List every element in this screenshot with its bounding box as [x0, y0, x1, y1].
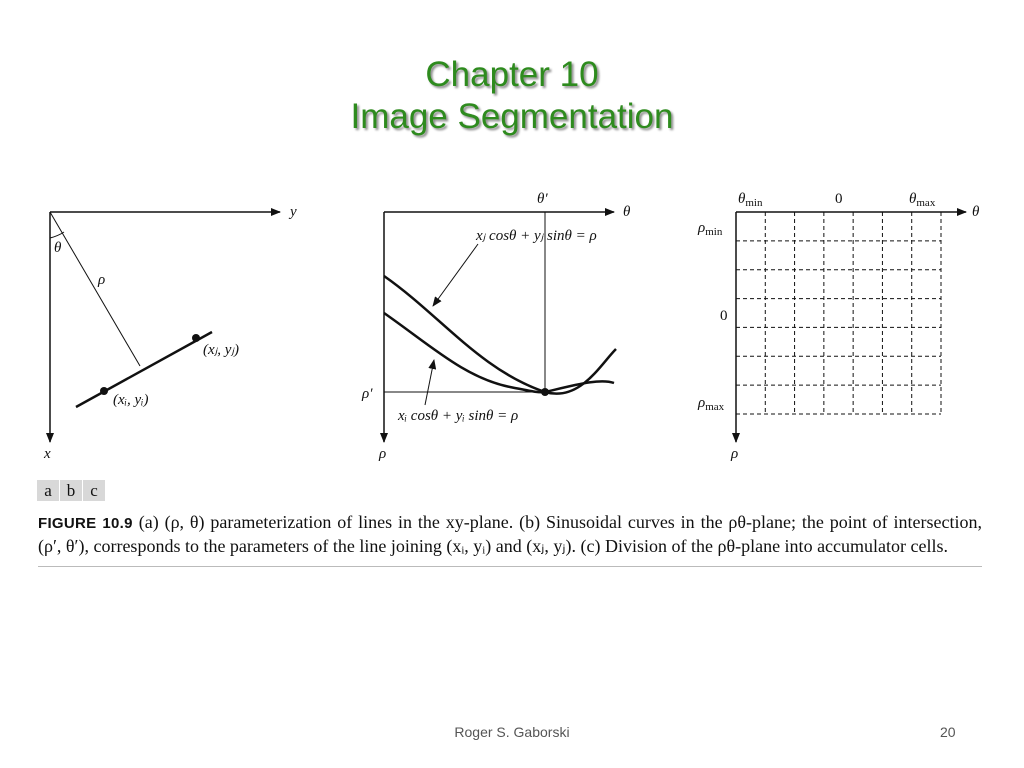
title-line-chapter: Chapter 10 [425, 55, 599, 94]
figure-caption-label: FIGURE 10.9 [38, 515, 133, 532]
figure-caption [38, 511, 982, 567]
panel-a-rho-label: ρ [98, 272, 106, 288]
panel-b-arrow-i [425, 360, 434, 405]
panel-b-curve-i [384, 313, 614, 392]
panel-c-theta-label: θ [972, 204, 980, 220]
panel-a-normal-line [50, 212, 140, 366]
panel-b [361, 191, 631, 462]
panel-b-curve-i-equation: xᵢ cosθ + yᵢ sinθ = ρ [398, 408, 519, 424]
panel-c-theta-max-label: $\theta_{max}$ [909, 191, 936, 209]
panel-c-rho-zero-label: 0 [720, 308, 728, 324]
panel-c-theta-zero-label: 0 [835, 191, 843, 207]
panel-a [43, 204, 297, 462]
panel-c-rho-min-label: $\rho_{min}$ [698, 220, 723, 238]
panel-b-intersection-point [541, 388, 549, 396]
panel-a-x-label: x [44, 446, 51, 462]
title-line-topic: Image Segmentation [350, 97, 674, 136]
panel-b-curve-j [384, 276, 616, 394]
panel-a-point-i-label: (xᵢ, yᵢ) [113, 392, 149, 408]
panel-b-rho-prime-label: ρ′ [362, 386, 373, 402]
footer-author: Roger S. Gaborski [454, 724, 570, 740]
panel-c-rho-max-label: $\rho_{max}$ [698, 395, 725, 413]
panel-b-arrow-j [433, 244, 478, 306]
panel-a-point-j [192, 334, 200, 342]
panel-a-point-j-label: (xⱼ, yⱼ) [203, 342, 240, 358]
panel-tag-a: a [37, 480, 60, 501]
panel-tag-b: b [60, 480, 83, 501]
panel-a-angle-arc [50, 232, 64, 238]
panel-b-curve-j-equation: xⱼ cosθ + yⱼ sinθ = ρ [476, 228, 597, 244]
panel-tag-c: c [83, 480, 106, 501]
panel-b-rho-label: ρ [379, 446, 387, 462]
panel-c-theta-min-label: $\theta_{min}$ [738, 191, 763, 209]
page-number: 20 [940, 724, 956, 740]
panel-c-rho-label: ρ [731, 446, 739, 462]
panel-a-point-i [100, 387, 108, 395]
panel-a-theta-label: θ [54, 240, 62, 256]
figure-caption-text: (a) (ρ, θ) parameterization of lines in the xy-plane. (b) Sinusoidal curves in the ρθ-plane; the point of intersection, (ρ′, θ′), corresponds to the parameters of the line joining (xᵢ, yᵢ) and (xⱼ, yⱼ). (c) Division of the ρθ-plane into accumulator cells. [38, 512, 982, 556]
panel-c [697, 191, 980, 462]
panel-tags [37, 480, 106, 501]
panel-b-theta-prime-label: θ′ [537, 191, 548, 207]
panel-b-theta-label: θ [623, 204, 631, 220]
panel-a-y-label: y [290, 204, 297, 220]
panel-c-accumulator-grid [736, 212, 941, 414]
